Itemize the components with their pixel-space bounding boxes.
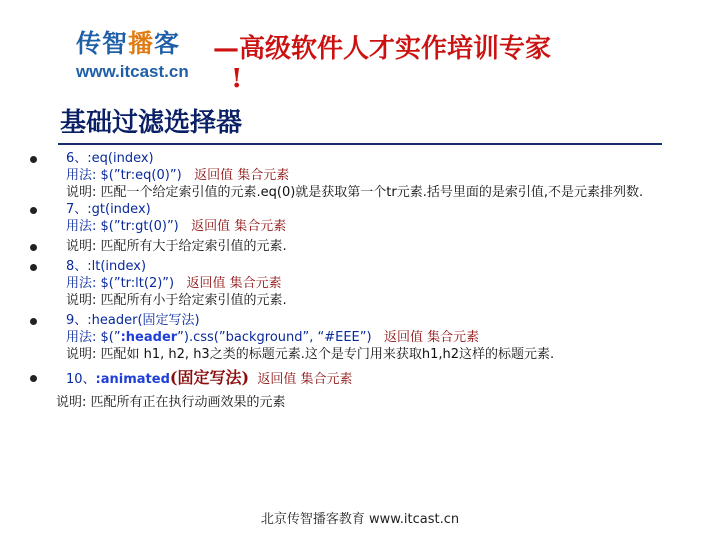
item-returns: 返回值 集合元素	[194, 168, 290, 183]
bullet-dot-icon	[30, 375, 37, 382]
bullet-dot-icon	[30, 244, 37, 251]
bullet-dot-icon	[30, 318, 37, 325]
logo-text: 传智播客	[76, 29, 181, 58]
item-usage: 用法: $(”tr:lt(2)”) 返回值 集合元素	[66, 276, 282, 291]
slide-title: 基础过滤选择器	[60, 108, 243, 138]
item-returns: 返回值 集合元素	[191, 219, 287, 234]
bullet-list	[24, 150, 684, 411]
list-item	[24, 201, 684, 235]
item-desc: 说明: 匹配如 h1, h2, h3之类的标题元素.这个是专门用来获取h1,h2这样的标题元素.	[66, 347, 555, 362]
logo	[76, 24, 206, 82]
item-heading: 9、:header(固定写法)	[66, 313, 200, 328]
item-heading: 7、:gt(index)	[66, 202, 151, 217]
bullet-dot-icon	[30, 207, 37, 214]
title-divider	[58, 143, 662, 145]
list-item	[24, 258, 684, 309]
item-desc: 说明: 匹配所有正在执行动画效果的元素	[56, 395, 286, 410]
item-usage: 用法: $(”tr:gt(0)”) 返回值 集合元素	[66, 219, 287, 234]
bullet-dot-icon	[30, 156, 37, 163]
footer: 北京传智播客教育 www.itcast.cn	[260, 512, 460, 527]
item-heading: 10、:animated(固定写法) 返回值 集合元素	[66, 368, 353, 387]
item-heading: 8、:lt(index)	[66, 259, 147, 274]
item-desc: 说明: 匹配所有大于给定索引值的元素.	[66, 239, 287, 254]
item-desc: 说明: 匹配一个给定索引值的元素.eq(0)就是获取第一个tr元素.括号里面的是索引值,不是元素排列数.	[66, 185, 644, 200]
item-returns: 返回值 集合元素	[257, 372, 353, 387]
item-heading: 6、:eq(index)	[66, 151, 154, 166]
usage-highlight: :header	[120, 330, 178, 345]
heading-highlight: :animated	[95, 372, 170, 387]
heading-emphasis: (固定写法)	[169, 368, 250, 387]
item-usage: 用法: $(”tr:eq(0)”) 返回值 集合元素	[66, 168, 290, 183]
item-returns: 返回值 集合元素	[186, 276, 282, 291]
list-item	[24, 238, 684, 255]
bullet-dot-icon	[30, 264, 37, 271]
item-usage: 用法: $(”:header”).css(”background”, “#EEE”) 返回值 集合元素	[66, 330, 480, 345]
slogan: —高级软件人才实作培训专家	[213, 34, 552, 64]
list-item	[24, 369, 684, 388]
item-returns: 返回值 集合元素	[383, 330, 480, 345]
item-desc: 说明: 匹配所有小于给定索引值的元素.	[66, 293, 287, 308]
logo-accent: 播	[128, 29, 155, 58]
list-item	[24, 150, 684, 201]
slogan-mark: !	[231, 64, 243, 94]
list-item	[24, 312, 684, 363]
logo-url: www.itcast.cn	[76, 62, 189, 81]
